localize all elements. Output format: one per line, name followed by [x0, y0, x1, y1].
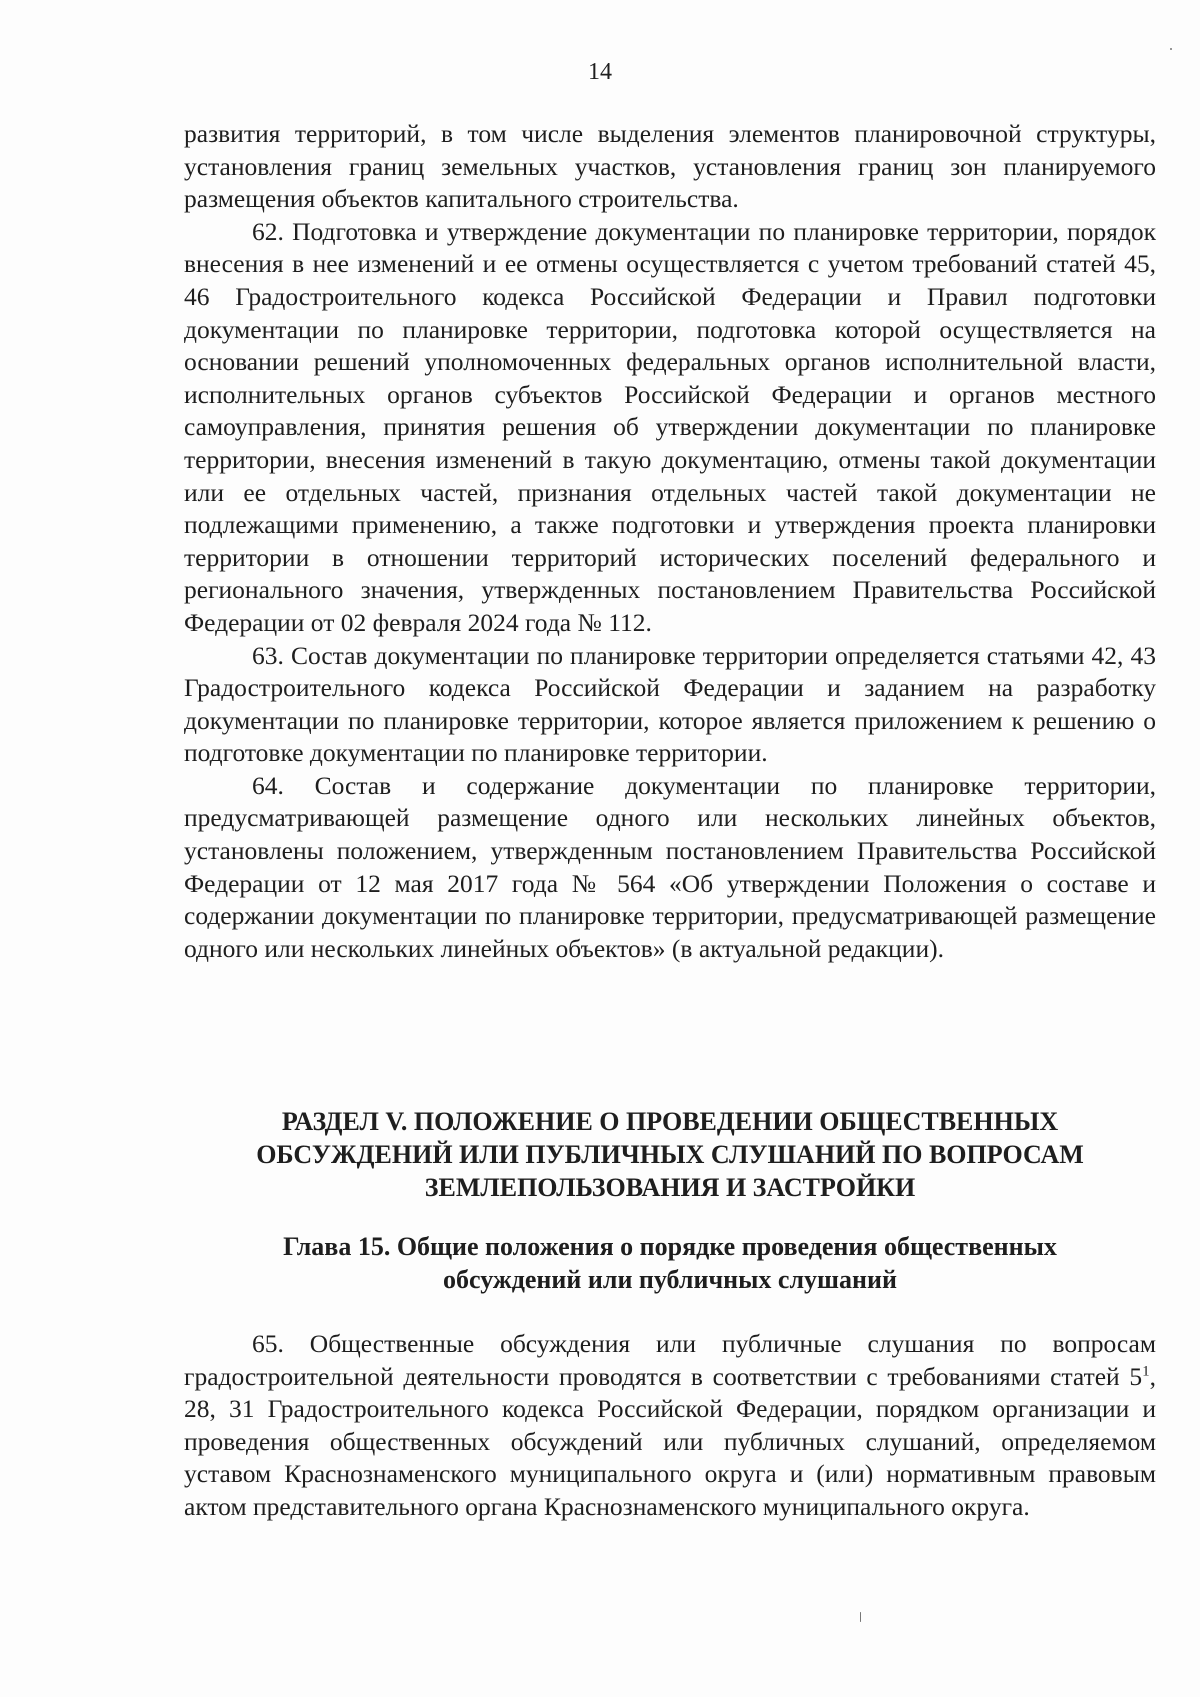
scan-speck [860, 1612, 861, 1622]
chapter-heading-line-1: Глава 15. Общие положения о порядке проведения общественных [283, 1232, 1057, 1261]
body-text-bottom [184, 1328, 1156, 1524]
paragraph-65 [184, 1328, 1156, 1524]
section-heading-line-2: ОБСУЖДЕНИЙ ИЛИ ПУБЛИЧНЫХ СЛУШАНИЙ ПО ВОПРОСАМ [256, 1140, 1084, 1169]
body-text-top [184, 118, 1156, 965]
paragraph-65-part-1: 65. Общественные обсуждения или публичные слушания по вопросам градостроительной деятельности проводятся в соответствии с требованиями статей 5 [184, 1329, 1156, 1391]
chapter-heading [184, 1230, 1156, 1296]
paragraph-64: 64. Состав и содержание документации по планировке территории, предусматривающей размещение одного или нескольких линейных объектов, установлены положением, утвержденным постановлением Правительства Российской Федерации от 12 мая 2017 года № 564 «Об утверждении Положения о составе и содержании документации по планировке территории, предусматривающей размещение одного или нескольких линейных объектов» (в актуальной редакции). [184, 770, 1156, 963]
page-number: 14 [588, 59, 612, 85]
paragraph-65-part-2: , 28, 31 Градостроительного кодекса Российской Федерации, порядком организации и проведения общественных обсуждений или публичных слушаний, определяемом уставом Краснознаменского муниципального округа и (или) нормативным правовым актом представительного органа Краснознаменского муниципального округа. [184, 1361, 1156, 1521]
section-heading [184, 1105, 1156, 1204]
section-heading-line-3: ЗЕМЛЕПОЛЬЗОВАНИЯ И ЗАСТРОЙКИ [424, 1173, 916, 1202]
paragraph-65-superscript: 1 [1142, 1363, 1150, 1380]
paragraph-62: 62. Подготовка и утверждение документации по планировке территории, порядок внесения в нее изменений и ее отмены осуществляется с учетом требований статей 45, 46 Градостроительного кодекса Российской Федерации и Правил подготовки документации по планировке территории, подготовка которой осуществляется на основании решений уполномоченных федеральных органов исполнительной власти, исполнительных органов субъектов Российской Федерации и органов местного самоуправления, принятия решения об утверждении документации по планировке территории, внесения изменений в такую документацию, отмены такой документации или ее отдельных частей, признания отдельных частей такой документации не подлежащими применению, а также подготовки и утверждения проекта планировки территории в отношении территорий исторических поселений федерального и регионального значения, утвержденных постановлением Правительства Российской Федерации от 02 февраля 2024 года № 112. [184, 216, 1156, 637]
paragraph-continuation: развития территорий, в том числе выделения элементов планировочной структуры, установления границ земельных участков, установления границ зон планируемого размещения объектов капитального строительства. [184, 119, 1156, 214]
chapter-heading-line-2: обсуждений или публичных слушаний [443, 1265, 897, 1294]
section-heading-line-1: РАЗДЕЛ V. ПОЛОЖЕНИЕ О ПРОВЕДЕНИИ ОБЩЕСТВЕННЫХ [281, 1107, 1059, 1136]
paragraph-63: 63. Состав документации по планировке территории определяется статьями 42, 43 Градостроительного кодекса Российской Федерации и заданием на разработку документации по планировке территории, которое является приложением к решению о подготовке документации по планировке территории. [184, 640, 1156, 768]
scan-speck [1170, 48, 1172, 50]
